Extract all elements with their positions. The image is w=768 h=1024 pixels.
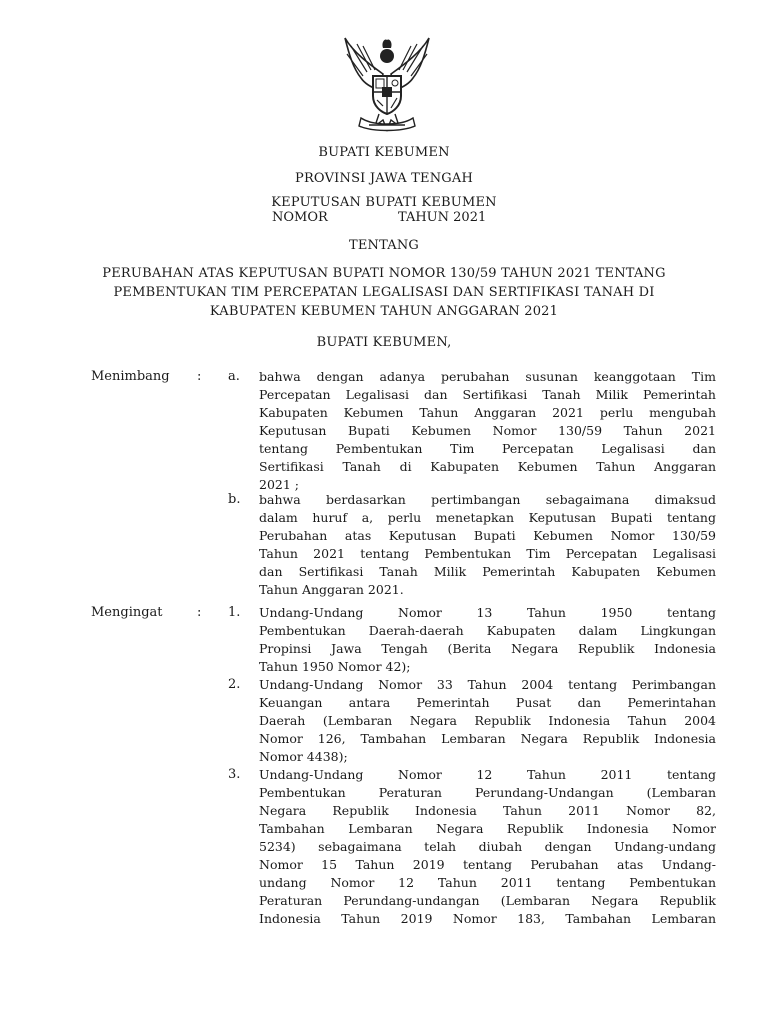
mengingat-item-2 [259,676,716,766]
mengingat-label: Mengingat [91,605,163,620]
subject-line-1: PERUBAHAN ATAS KEPUTUSAN BUPATI NOMOR 130/59 TAHUN 2021 TENTANG [102,266,666,281]
text-line: Undang-Undang Nomor 12 Tahun 2011 tentang [259,767,716,782]
menimbang-label: Menimbang [91,369,170,384]
text-line: dan Sertifikasi Tanah Milik Pemerintah Kabupaten Kebumen [259,564,716,579]
text-line: 5234) sebagaimana telah diubah dengan Undang-undang [259,839,716,854]
text-line: bahwa berdasarkan pertimbangan sebagaimana dimaksud [259,492,716,507]
text-line: Percepatan Legalisasi dan Sertifikasi Tanah Milik Pemerintah [259,387,716,402]
text-line: Negara Republik Indonesia Tahun 2011 Nomor 82, [259,803,716,818]
text-line: Kabupaten Kebumen Tahun Anggaran 2021 perlu mengubah [259,405,716,420]
decree-title: KEPUTUSAN BUPATI KEBUMEN [271,195,497,210]
text-line: Daerah (Lembaran Negara Republik Indonesia Tahun 2004 [259,713,716,728]
text-line: dalam huruf a, perlu menetapkan Keputusan Bupati tentang [259,510,716,525]
text-line: Indonesia Tahun 2019 Nomor 183, Tambahan Lembaran [259,911,716,926]
tahun-label: TAHUN 2021 [398,210,487,225]
text-line: 2021 ; [259,477,299,492]
mengingat-marker-3: 3. [228,767,241,782]
tentang-label: TENTANG [348,238,420,253]
menimbang-colon: : [197,369,202,384]
province-title: PROVINSI JAWA TENGAH [295,171,473,186]
text-line: Keuangan antara Pemerintah Pusat dan Pemerintahan [259,695,716,710]
mengingat-marker-1: 1. [228,605,241,620]
text-line: Tahun Anggaran 2021. [259,582,404,597]
mengingat-item-3 [259,766,716,928]
authority-line: BUPATI KEBUMEN, [316,335,452,350]
text-line: Pembentukan Daerah-daerah Kabupaten dalam Lingkungan [259,623,716,638]
subject-line-3: KABUPATEN KEBUMEN TAHUN ANGGARAN 2021 [209,304,559,319]
nomor-label: NOMOR [272,210,328,225]
text-line: Pembentukan Peraturan Perundang-Undangan (Lembaran [259,785,716,800]
mengingat-colon: : [197,605,202,620]
text-line: Nomor 4438); [259,749,348,764]
text-line: Nomor 126, Tambahan Lembaran Negara Republik Indonesia [259,731,716,746]
text-line: Tambahan Lembaran Negara Republik Indonesia Nomor [259,821,716,836]
text-line: Tahun 2021 tentang Pembentukan Tim Percepatan Legalisasi [259,546,716,561]
text-line: Perubahan atas Keputusan Bupati Kebumen Nomor 130/59 [259,528,716,543]
text-line: Sertifikasi Tanah di Kabupaten Kebumen Tahun Anggaran [259,459,716,474]
text-line: Keputusan Bupati Kebumen Nomor 130/59 Tahun 2021 [259,423,716,438]
menimbang-marker-a: a. [228,369,240,384]
text-line: Undang-Undang Nomor 33 Tahun 2004 tentang Perimbangan [259,677,716,692]
text-line: Undang-Undang Nomor 13 Tahun 1950 tentang [259,605,716,620]
mengingat-item-1 [259,604,716,676]
text-line: tentang Pembentukan Tim Percepatan Legalisasi dan [259,441,716,456]
menimbang-item-a [259,368,716,494]
text-line: Propinsi Jawa Tengah (Berita Negara Republik Indonesia [259,641,716,656]
mengingat-marker-2: 2. [228,677,241,692]
menimbang-marker-b: b. [228,492,241,507]
text-line: bahwa dengan adanya perubahan susunan keanggotaan Tim [259,369,716,384]
text-line: Peraturan Perundang-undangan (Lembaran Negara Republik [259,893,716,908]
menimbang-item-b [259,491,716,599]
subject-line-2: PEMBENTUKAN TIM PERCEPATAN LEGALISASI DAN SERTIFIKASI TANAH DI [113,285,655,300]
text-line: Nomor 15 Tahun 2019 tentang Perubahan atas Undang- [259,857,716,872]
garuda-emblem-icon [339,34,435,134]
text-line: Tahun 1950 Nomor 42); [259,659,411,674]
issuer-title: BUPATI KEBUMEN [318,145,450,160]
text-line: undang Nomor 12 Tahun 2011 tentang Pembentukan [259,875,716,890]
